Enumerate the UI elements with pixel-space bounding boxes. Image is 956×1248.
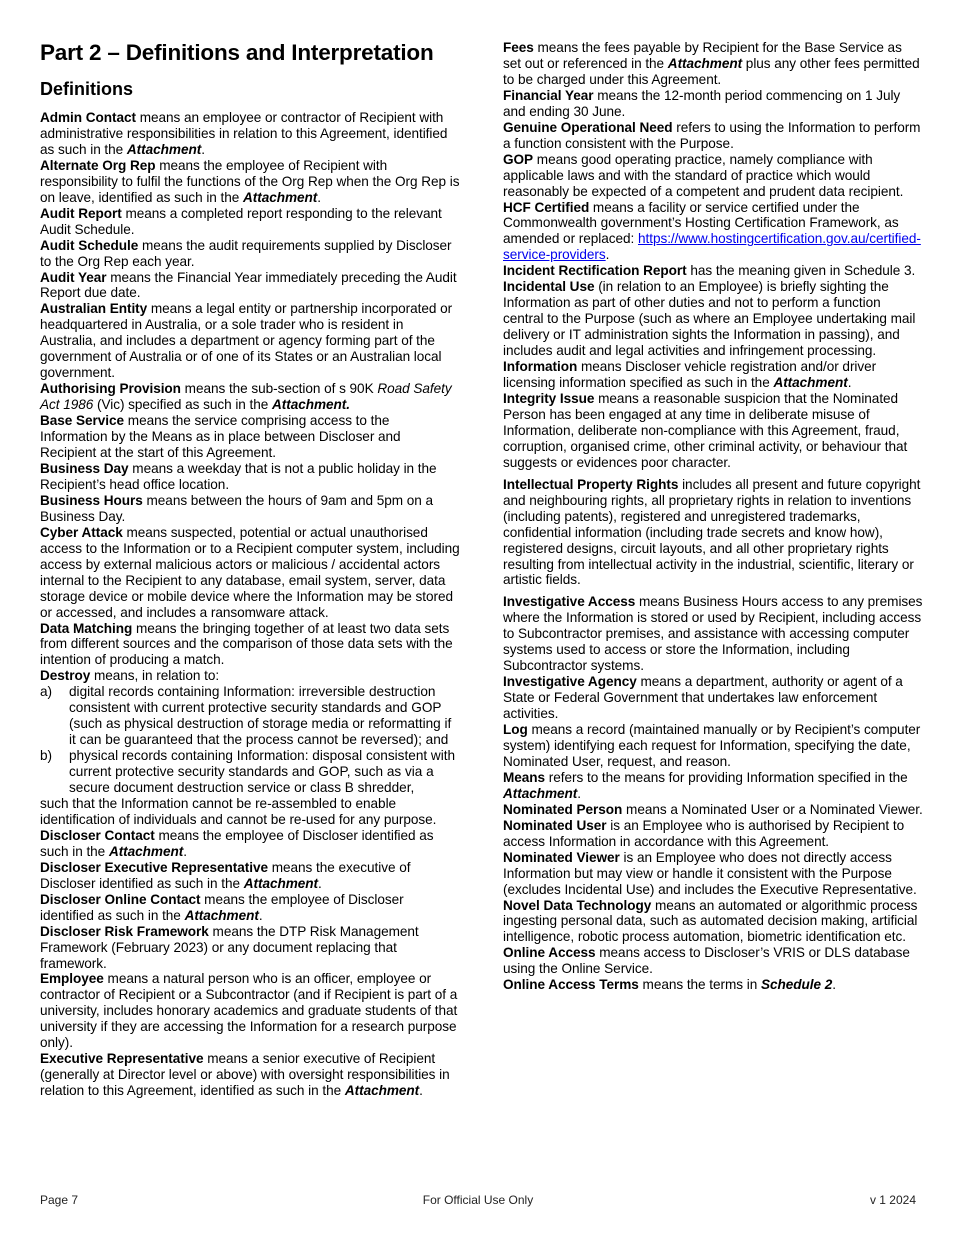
definition-information: [503, 359, 923, 391]
page-footer: [40, 1193, 916, 1209]
definition-text: (in relation to an Employee) is briefly sighting the Information as part of other duties and not to perform a function central to the Purpose (such as where an Employee undertaking mail delivery or IT administration sights the Information in passing), and includes audit and legal activities and infringement processing.: [503, 279, 916, 359]
definition-text: means a legal entity or partnership incorporated or headquartered in Australia, or a sole trader who is resident in Australia, and includes a department or agency forming part of the government of Australia or of one of its States or an Australian local government.: [40, 301, 453, 381]
definition-text: means the executive of Discloser identified as such in the: [40, 859, 411, 891]
footer-version: v 1 2024: [869, 1193, 916, 1207]
list-label: b): [40, 748, 53, 764]
definition-text: means a natural person who is an officer, employee or contractor of Recipient or a Subcontractor (and if Recipient is part of a university, includes honorary academics and graduate students of that university if they are accessing the Information for a research purpose only).: [40, 971, 458, 1051]
definition-destroy: [40, 668, 460, 684]
attachment-ref: Attachment: [184, 907, 259, 923]
term: Employee: [40, 971, 104, 987]
term: Destroy: [40, 668, 91, 684]
definition-base-service: [40, 413, 460, 461]
definition-discloser-online-contact: [40, 892, 460, 924]
definition-text: (Vic) specified as such in the: [93, 397, 272, 413]
term: Audit Year: [40, 269, 107, 285]
definition-discloser-executive-representative: [40, 860, 460, 892]
attachment-ref: Attachment: [503, 785, 578, 801]
definition-novel-data-technology: [503, 898, 923, 946]
definition-text: means a completed report responding to the relevant Audit Schedule.: [40, 205, 442, 237]
definition-text: means the terms in: [638, 977, 761, 993]
attachment-ref: Attachment: [773, 375, 848, 391]
definition-text: means Business Hours access to any premises where the Information is stored or used by Recipient, including access to Subcontractor premises, and assistance with accessing computer systems used to access or store the Information, including Subcontractor systems.: [503, 594, 923, 674]
attachment-ref: Attachment: [108, 843, 184, 859]
act-name: Road Safety Act 1986: [40, 381, 452, 413]
definition-text: means suspected, potential or actual unauthorised access to the Information or to a Recipient computer system, including access by external malicious actors or malicious / accidental actors internal to the Recipient to any database, email system, server, data storage device or mobile device where the Information may be stored or accessed, and includes a ransomware attack.: [40, 524, 460, 620]
definition-text: .: [419, 1083, 423, 1099]
term: Online Access: [503, 945, 596, 961]
definition-text: means the fees payable by Recipient for the Base Service as set out or referenced in the: [503, 40, 902, 71]
list-label: a): [40, 684, 53, 700]
definition-text: means the employee of Recipient with responsibility to fulfil the functions of the Org Rep when the Org Rep is on leave, identified as such in the: [40, 157, 460, 205]
definition-text: is an Employee who is authorised by Recipient to access Information in accordance with this Agreement.: [503, 817, 905, 849]
definition-text: .: [577, 785, 582, 801]
definition-executive-representative: [40, 1051, 460, 1099]
definition-alternate-org-rep: [40, 158, 460, 206]
section-title: Definitions: [40, 79, 133, 99]
term: Discloser Executive Representative: [40, 859, 269, 875]
definition-nominated-viewer: [503, 850, 923, 898]
definition-employee: [40, 971, 460, 1051]
definition-text: means the 12-month period commencing on 1 July and ending 30 June.: [503, 87, 901, 119]
list-text: physical records containing Information: disposal consistent with current protective security standards and GOP, such as via a secure document destruction service or class B shredder,: [69, 748, 456, 796]
term: Business Day: [40, 460, 129, 476]
attachment-ref: Attachment: [344, 1083, 420, 1099]
definition-text: means, in relation to:: [90, 668, 220, 684]
schedule-ref: Schedule 2: [760, 977, 833, 993]
term: Authorising Provision: [40, 381, 181, 397]
hcf-link[interactable]: https://www.hostingcertification.gov.au/certified-service-providers: [503, 231, 921, 263]
definition-integrity-issue: [503, 391, 923, 471]
definition-fees: [503, 40, 923, 88]
definition-text: means a record (maintained manually or by Recipient’s computer system) identifying each request for Information, specifying the date, Nominated User, request, and reason.: [503, 722, 921, 769]
term: Means: [503, 769, 546, 785]
term: Nominated User: [503, 817, 607, 833]
term: Australian Entity: [40, 301, 148, 317]
definition-incident-rectification-report: [503, 263, 923, 279]
definition-text: means a weekday that is not a public holiday in the Recipient’s head office location.: [40, 460, 437, 492]
term: Integrity Issue: [503, 390, 595, 406]
definition-hcf-certified: [503, 200, 923, 264]
definition-genuine-operational-need: [503, 120, 923, 152]
term: Information: [503, 359, 578, 375]
term: Audit Report: [40, 205, 122, 221]
definition-text: means the bringing together of at least two data sets from different sources and the comparison of those data sets with the intention of producing a match.: [40, 620, 453, 668]
definition-admin-contact: [40, 110, 460, 158]
term: Investigative Agency: [503, 674, 637, 690]
definition-text: means a senior executive of Recipient (generally at Director level or above) with oversight responsibilities in relation to this Agreement, identified as such in the: [40, 1051, 450, 1099]
definition-cyber-attack: [40, 525, 460, 621]
definition-text: is an Employee who does not directly access Information but may view or handle it consistent with the Purpose (excludes Incidental Use) and includes the Executive Representative.: [503, 849, 917, 897]
definition-text: .: [318, 875, 322, 891]
definition-text: has the meaning given in Schedule 3.: [686, 263, 916, 279]
attachment-ref: Attachment: [243, 875, 319, 891]
definition-business-hours: [40, 493, 460, 525]
definition-discloser-risk-framework: [40, 924, 460, 972]
definition-text: means the sub-section of s 90K: [180, 381, 378, 397]
definition-text: .: [317, 189, 322, 205]
definition-text: .: [847, 375, 852, 391]
term: Discloser Risk Framework: [40, 923, 209, 939]
term: Admin Contact: [40, 110, 137, 125]
definition-australian-entity: [40, 301, 460, 381]
left-column: [40, 38, 460, 1099]
term: Discloser Contact: [40, 827, 155, 843]
definition-means: [503, 770, 923, 802]
definition-text: .: [832, 977, 836, 993]
term: Base Service: [40, 413, 125, 429]
definition-investigative-agency: [503, 674, 923, 722]
definition-text: means the Financial Year immediately preceding the Audit Report due date.: [40, 269, 457, 301]
definition-discloser-contact: [40, 828, 460, 860]
definition-text: means an automated or algorithmic process ingesting personal data, such as automated decision making, artificial intelligence, robotic process automation, biometric identification etc.: [503, 897, 918, 945]
term: Financial Year: [503, 87, 594, 103]
footer-page-number: Page 7: [40, 1193, 79, 1207]
definition-text: means a Nominated User or a Nominated Viewer.: [622, 801, 923, 817]
definition-text: .: [183, 843, 187, 859]
definition-authorising-provision: [40, 381, 460, 413]
term: Fees: [503, 40, 534, 55]
definition-text: means the audit requirements supplied by Discloser to the Org Rep each year.: [40, 237, 452, 269]
page-title: Part 2 – Definitions and Interpretation: [40, 40, 434, 65]
definition-audit-year: [40, 270, 460, 302]
definition-text: includes all present and future copyright and neighbouring rights, all proprietary rights in relation to inventions (including patents), registered and unregistered trademarks, confidential information (including trade secrets and know how), registered designs, circuit layouts, and all other proprietary rights resulting from intellectual activity in the industrial, scientific, literary or artistic fields.: [503, 476, 921, 588]
definition-text: means the service comprising access to the Information by the Means as in place between Discloser and Recipient at the start of this Agreement.: [40, 413, 401, 461]
definition-text: plus any other fees permitted to be charged under this Agreement.: [503, 55, 920, 87]
definition-text: means access to Discloser’s VRIS or DLS database using the Online Service.: [503, 945, 910, 977]
definition-audit-schedule: [40, 238, 460, 270]
term: Cyber Attack: [40, 524, 123, 540]
term: Online Access Terms: [503, 977, 639, 993]
term: Novel Data Technology: [503, 897, 652, 913]
term: Incidental Use: [503, 279, 595, 295]
term: Log: [503, 722, 528, 738]
term: Alternate Org Rep: [40, 157, 156, 173]
definition-intellectual-property-rights: [503, 477, 923, 589]
definition-text: .: [258, 907, 263, 923]
definition-text: means the employee of Discloser identified as such in the: [40, 827, 434, 859]
footer-classification: For Official Use Only: [422, 1193, 534, 1207]
list-item: [40, 684, 460, 748]
attachment-ref: Attachment.: [272, 397, 350, 413]
definition-financial-year: [503, 88, 923, 120]
term: Investigative Access: [503, 594, 636, 610]
term: Nominated Person: [503, 801, 623, 817]
definition-business-day: [40, 461, 460, 493]
term: Executive Representative: [40, 1051, 204, 1067]
term: Data Matching: [40, 620, 133, 636]
definition-text: means an employee or contractor of Recipient with administrative responsibilities in relation to this Agreement, identified as such in the: [40, 110, 448, 157]
definition-incidental-use: [503, 279, 923, 359]
term: HCF Certified: [503, 199, 590, 215]
definition-text: refers to using the Information to perform a function consistent with the Purpose.: [503, 119, 921, 151]
right-column: [503, 40, 923, 993]
attachment-ref: Attachment: [667, 55, 743, 71]
definition-text: means the employee of Discloser identified as such in the: [40, 891, 404, 923]
term: Audit Schedule: [40, 237, 139, 253]
definition-nominated-user: [503, 818, 923, 850]
definition-text: refers to the means for providing Information specified in the: [545, 769, 908, 785]
definition-nominated-person: [503, 802, 923, 818]
list-text: digital records containing Information: irreversible destruction consistent with current protective security standards and GOP (such as physical destruction of storage media or reformatting if it can be guaranteed that the process cannot be reversed); and: [69, 684, 452, 748]
definition-text: means between the hours of 9am and 5pm on a Business Day.: [40, 492, 434, 524]
definition-text: means a reasonable suspicion that the Nominated Person has been engaged at any time in deliberate misuse of Information, deliberate non-compliance with this Agreement, fraud, corruption, organised crime, other criminal activity, or behaviour that suggests or evidences poor character.: [503, 390, 908, 470]
definition-text: .: [201, 141, 205, 157]
definition-text: means good operating practice, namely compliance with applicable laws and with the standard of practice which would reasonably be expected of a competent and prudent data recipient.: [503, 151, 904, 199]
definition-text: means a department, authority or agent of a State or Federal Government that undertakes law enforcement activities.: [503, 674, 903, 722]
definition-log: [503, 722, 923, 770]
definition-online-access: [503, 945, 923, 977]
term: GOP: [503, 151, 534, 167]
attachment-ref: Attachment: [126, 141, 202, 157]
definition-online-access-terms: [503, 977, 923, 993]
term: Nominated Viewer: [503, 849, 620, 865]
definition-text: means a facility or service certified under the Commonwealth government’s Hosting Certification Framework, as amended or replaced:: [503, 199, 899, 247]
term: Incident Rectification Report: [503, 263, 687, 279]
definition-text: means the DTP Risk Management Framework (February 2023) or any document replacing that framework.: [40, 923, 419, 971]
term: Genuine Operational Need: [503, 119, 673, 135]
term: Intellectual Property Rights: [503, 476, 679, 492]
definition-text: .: [605, 247, 610, 263]
definition-destroy-tail: such that the Information cannot be re-assembled to enable identification of individuals and cannot be re-used for any purpose.: [40, 795, 437, 827]
definition-audit-report: [40, 206, 460, 238]
definition-gop: [503, 152, 923, 200]
term: Discloser Online Contact: [40, 891, 201, 907]
term: Business Hours: [40, 492, 143, 508]
definition-investigative-access: [503, 594, 923, 674]
attachment-ref: Attachment: [243, 189, 318, 205]
definition-data-matching: [40, 621, 460, 669]
list-item: [40, 748, 460, 796]
definition-text: means Discloser vehicle registration and/or driver licensing information specified as such in the: [503, 359, 877, 391]
